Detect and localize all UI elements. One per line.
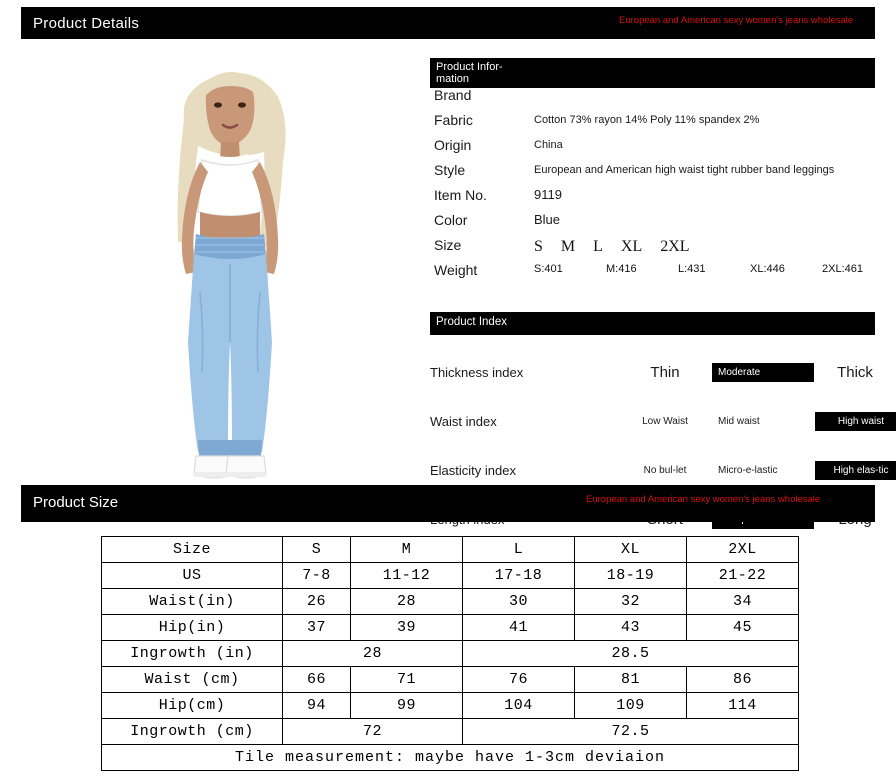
info-row-size xyxy=(430,238,878,263)
index-row-label: Waist index xyxy=(430,414,497,429)
table-header-cell: XL xyxy=(575,537,687,563)
index-row-waist xyxy=(430,409,885,434)
info-key: Fabric xyxy=(434,112,473,128)
table-cell: 81 xyxy=(575,667,687,693)
info-row-color xyxy=(430,213,878,238)
info-row-weight xyxy=(430,263,878,288)
table-cell: 26 xyxy=(283,589,351,615)
product-information-header xyxy=(430,58,875,88)
table-cell: 30 xyxy=(463,589,575,615)
table-cell: 28 xyxy=(351,589,463,615)
size-option[interactable]: S xyxy=(534,238,543,255)
table-cell-merged: 72.5 xyxy=(463,719,799,745)
table-cell: 99 xyxy=(351,693,463,719)
info-row-item-no xyxy=(430,188,878,213)
product-model-photo xyxy=(80,42,380,492)
index-option-low[interactable]: Low Waist xyxy=(642,416,688,427)
index-row-thickness xyxy=(430,360,878,385)
table-cell: 34 xyxy=(686,589,798,615)
table-header-cell: Size xyxy=(102,537,283,563)
table-cell-merged: 72 xyxy=(283,719,463,745)
size-option-list xyxy=(492,238,690,256)
product-index-title: Product Index xyxy=(436,316,507,328)
table-footer-row xyxy=(102,745,799,771)
table-cell: 109 xyxy=(575,693,687,719)
product-index-table xyxy=(430,360,889,556)
table-cell: US xyxy=(102,563,283,589)
product-size-promo-text: European and American sexy women's jeans wholesale xyxy=(586,494,821,505)
table-header-cell: L xyxy=(463,537,575,563)
table-footer-note: Tile measurement: maybe have 1-3cm deviaion xyxy=(102,745,799,771)
page-title: Product Details xyxy=(33,14,140,32)
info-key: Item No. xyxy=(434,187,487,203)
table-cell: 37 xyxy=(283,615,351,641)
table-cell: 21-22 xyxy=(686,563,798,589)
table-cell: Waist (cm) xyxy=(102,667,283,693)
table-cell: 86 xyxy=(686,667,798,693)
table-row xyxy=(102,615,799,641)
table-row xyxy=(102,589,799,615)
info-value: Cotton 73% rayon 14% Poly 11% spandex 2% xyxy=(534,114,760,126)
table-cell: Ingrowth (cm) xyxy=(102,719,283,745)
table-cell: 94 xyxy=(283,693,351,719)
table-cell: 45 xyxy=(686,615,798,641)
info-key: Brand xyxy=(434,87,472,103)
table-cell: 43 xyxy=(575,615,687,641)
table-cell: 17-18 xyxy=(463,563,575,589)
table-header-cell: S xyxy=(283,537,351,563)
table-cell-merged: 28.5 xyxy=(463,641,799,667)
index-option-low[interactable]: Thin xyxy=(650,364,680,381)
table-row xyxy=(102,641,799,667)
weight-value: M:416 xyxy=(606,263,637,275)
index-row-label: Thickness index xyxy=(430,365,524,380)
table-cell: 114 xyxy=(686,693,798,719)
size-option[interactable]: M xyxy=(560,238,576,255)
size-option[interactable]: XL xyxy=(620,238,643,255)
table-cell: 76 xyxy=(463,667,575,693)
info-value: Blue xyxy=(534,212,561,227)
table-row xyxy=(102,693,799,719)
table-cell: Hip(in) xyxy=(102,615,283,641)
weight-value: L:431 xyxy=(678,263,706,275)
index-row-label: Elasticity index xyxy=(430,463,516,478)
info-row-fabric xyxy=(430,113,878,138)
product-size-title: Product Size xyxy=(33,494,119,511)
table-row xyxy=(102,719,799,745)
header-promo-text: European and American sexy women's jeans wholesale xyxy=(619,15,854,26)
index-option-low[interactable]: No bul-let xyxy=(643,465,687,476)
index-option-high[interactable]: Thick xyxy=(837,364,873,381)
product-information-title: Product Infor-mation xyxy=(436,61,503,85)
table-cell: 18-19 xyxy=(575,563,687,589)
info-key: Origin xyxy=(434,137,472,153)
info-value: European and American high waist tight rubber band leggings xyxy=(534,164,835,176)
table-cell: 32 xyxy=(575,589,687,615)
table-cell: 11-12 xyxy=(351,563,463,589)
product-details-header-bar xyxy=(21,7,875,39)
index-option-mid[interactable]: Mid waist xyxy=(718,416,760,427)
table-header-cell: M xyxy=(351,537,463,563)
info-row-brand xyxy=(430,88,878,113)
info-key-size: Size xyxy=(434,237,462,253)
table-cell-merged: 28 xyxy=(283,641,463,667)
table-cell: Ingrowth (in) xyxy=(102,641,283,667)
info-row-style xyxy=(430,163,878,188)
table-cell: 104 xyxy=(463,693,575,719)
index-option-mid-selected[interactable]: Moderate xyxy=(712,363,814,382)
table-cell: Hip(cm) xyxy=(102,693,283,719)
weight-value: S:401 xyxy=(534,263,563,275)
info-key: Style xyxy=(434,162,466,178)
size-option[interactable]: 2XL xyxy=(660,238,690,255)
table-cell: 39 xyxy=(351,615,463,641)
index-option-mid[interactable]: Micro-e-lastic xyxy=(718,465,778,476)
table-header-cell: 2XL xyxy=(686,537,798,563)
table-row xyxy=(102,667,799,693)
table-cell: 66 xyxy=(283,667,351,693)
info-row-origin xyxy=(430,138,878,163)
table-cell: 7-8 xyxy=(283,563,351,589)
weight-value: XL:446 xyxy=(750,263,785,275)
table-row xyxy=(102,563,799,589)
weight-value: 2XL:461 xyxy=(822,263,863,275)
index-option-high-selected[interactable]: High waist xyxy=(815,412,896,431)
table-cell: 71 xyxy=(351,667,463,693)
product-index-header xyxy=(430,312,875,335)
table-cell: 41 xyxy=(463,615,575,641)
size-option[interactable]: L xyxy=(593,238,603,255)
info-value: 9119 xyxy=(534,187,562,202)
info-key: Color xyxy=(434,212,468,228)
product-information-table xyxy=(430,88,878,288)
info-key-weight: Weight xyxy=(434,262,478,278)
table-header-row xyxy=(102,537,799,563)
weight-value-list xyxy=(492,263,894,275)
index-option-high-selected[interactable]: High elas-tic xyxy=(815,461,896,480)
info-value: China xyxy=(534,139,563,151)
product-size-header-bar xyxy=(21,485,875,522)
index-row-elasticity xyxy=(430,458,889,483)
size-chart-table xyxy=(101,536,799,771)
model-illustration xyxy=(80,42,380,492)
table-cell: Waist(in) xyxy=(102,589,283,615)
